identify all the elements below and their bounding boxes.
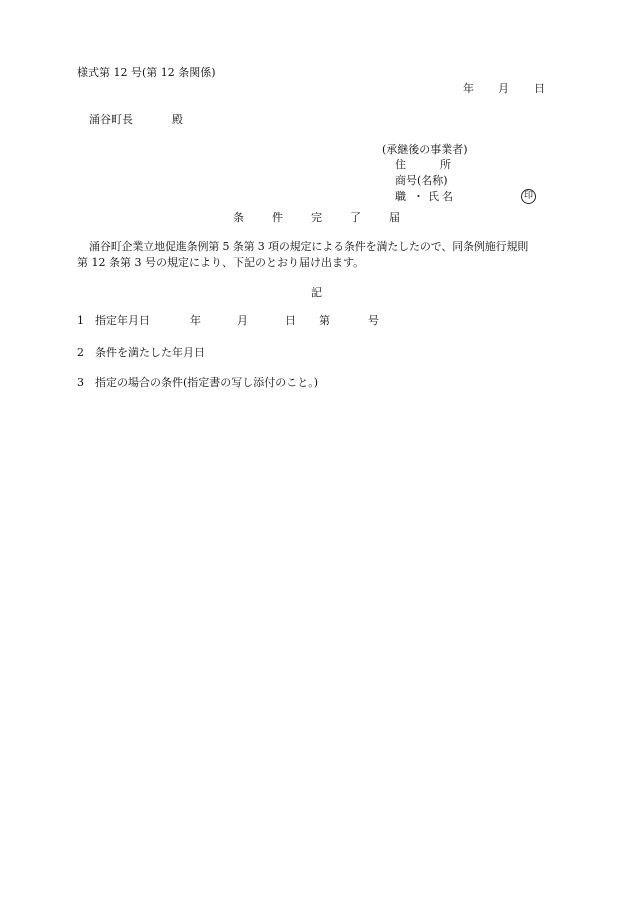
date-day-label: 日 <box>534 82 545 95</box>
ki-heading: 記 <box>311 286 322 299</box>
address-label-2: 所 <box>440 158 451 171</box>
title-char-3: 完 <box>311 211 322 224</box>
body-line-1: 涌谷町企業立地促進条例第 5 条第 3 項の規定による条件を満たしたので、同条例施行規則 <box>89 240 529 253</box>
item-1-go: 号 <box>368 314 379 327</box>
item-1-year: 年 <box>190 314 201 327</box>
title-char-5: 届 <box>389 211 400 224</box>
address-label-1: 住 <box>395 158 406 171</box>
position-name-label-3: 氏 <box>428 190 439 203</box>
item-2-label: 条件を満たした年月日 <box>95 346 205 359</box>
body-line-2: 第 12 条第 3 号の規定により、下記のとおり届け出ます。 <box>77 256 365 269</box>
date-year-label: 年 <box>463 82 474 95</box>
addressee-honorific: 殿 <box>172 113 183 126</box>
title-char-2: 件 <box>272 211 283 224</box>
item-2-number: 2 <box>77 346 84 359</box>
item-3-number: 3 <box>77 376 84 389</box>
item-3-label: 指定の場合の条件(指定書の写し添付のこと。) <box>95 376 319 389</box>
date-month-label: 月 <box>498 82 509 95</box>
item-1-number: 1 <box>77 314 84 327</box>
addressee-name: 涌谷町長 <box>89 113 133 126</box>
seal-mark: 印 <box>521 189 536 204</box>
applicant-heading: (承継後の事業者) <box>382 143 468 156</box>
title-char-4: 了 <box>350 211 361 224</box>
title-char-1: 条 <box>233 211 244 224</box>
item-1-label: 指定年月日 <box>95 314 150 327</box>
position-name-label-4: 名 <box>442 190 453 203</box>
form-number: 様式第 12 号(第 12 条関係) <box>77 66 216 79</box>
trade-name-label: 商号(名称) <box>395 174 448 187</box>
position-name-label-1: 職 <box>395 190 406 203</box>
item-1-dai: 第 <box>319 314 330 327</box>
item-1-month: 月 <box>237 314 248 327</box>
item-1-day: 日 <box>285 314 296 327</box>
position-name-label-2: ・ <box>413 190 424 203</box>
